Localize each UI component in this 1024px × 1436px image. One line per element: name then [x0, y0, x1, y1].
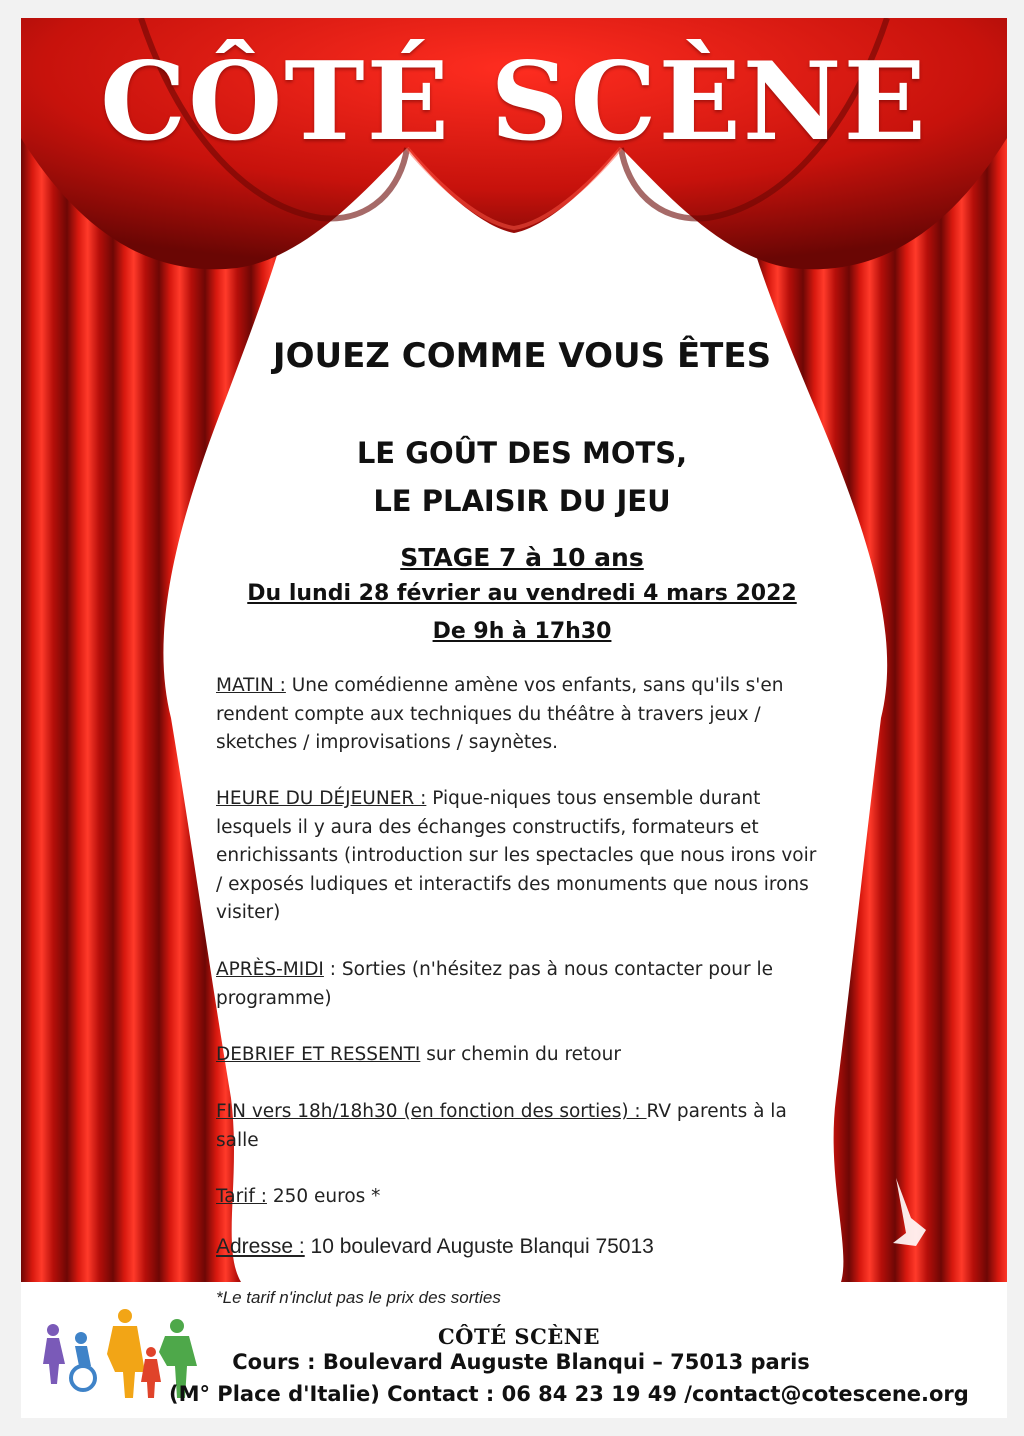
theater-curtain-illustration: [21, 18, 1007, 1282]
section-debrief-text: sur chemin du retour: [420, 1044, 621, 1065]
brand-title: CÔTÉ SCÈNE: [100, 39, 928, 165]
section-end-text: RV parents à la salle: [216, 1101, 787, 1151]
section-lunch-text: Pique-niques tous ensemble durant lesquels il y aura des échanges constructifs, formateurs et enrichissants (introduction sur les spectacles que nous irons voir / exposés ludiques et interactifs des monuments que nous irons visiter): [216, 788, 817, 923]
stage-dates: Du lundi 28 février au vendredi 4 mars 2022: [247, 581, 797, 606]
section-afternoon: [216, 956, 826, 1013]
section-morning-text: Une comédienne amène vos enfants, sans qu'ils s'en rendent compte aux techniques du théâtre à travers jeux / sketches / improvisations / saynètes.: [216, 675, 784, 753]
section-debrief: [216, 1041, 826, 1070]
section-price-text: 250 euros *: [266, 1186, 381, 1207]
subheadline-line-1: LE GOÛT DES MOTS,: [356, 436, 688, 470]
price-footnote: *Le tarif n'inclut pas le prix des sorties: [216, 1288, 501, 1307]
stage-hours: De 9h à 17h30: [432, 619, 612, 644]
footer-address: Cours : Boulevard Auguste Blanqui – 75013 paris: [232, 1350, 810, 1374]
section-price: [216, 1183, 826, 1212]
headline: JOUEZ COMME VOUS ÊTES: [272, 336, 772, 376]
section-address: [216, 1233, 826, 1262]
section-end: [216, 1098, 826, 1155]
section-address-label: Adresse :: [216, 1235, 305, 1258]
section-morning: [216, 672, 826, 758]
section-afternoon-text: : Sorties (n'hésitez pas à nous contacter pour le programme): [216, 959, 774, 1009]
footer-brand: CÔTÉ SCÈNE: [437, 1324, 601, 1349]
section-end-label: FIN vers 18h/18h30 (en fonction des sorties) :: [216, 1101, 647, 1122]
section-lunch: [216, 785, 826, 928]
flyer-sheet: [21, 18, 1007, 1418]
section-address-text: 10 boulevard Auguste Blanqui 75013: [304, 1235, 654, 1258]
footer-contact: (M° Place d'Italie) Contact : 06 84 23 19 49 /contact@cotescene.org: [169, 1382, 969, 1406]
subheadline-line-2: LE PLAISIR DU JEU: [373, 484, 671, 518]
section-afternoon-label: APRÈS-MIDI: [216, 959, 324, 980]
stage-age-range: STAGE 7 à 10 ans: [400, 543, 644, 572]
section-lunch-label: HEURE DU DÉJEUNER :: [216, 788, 427, 809]
section-debrief-label: DEBRIEF ET RESSENTI: [216, 1044, 421, 1065]
section-morning-label: MATIN :: [216, 675, 286, 696]
section-price-label: Tarif :: [216, 1186, 267, 1207]
